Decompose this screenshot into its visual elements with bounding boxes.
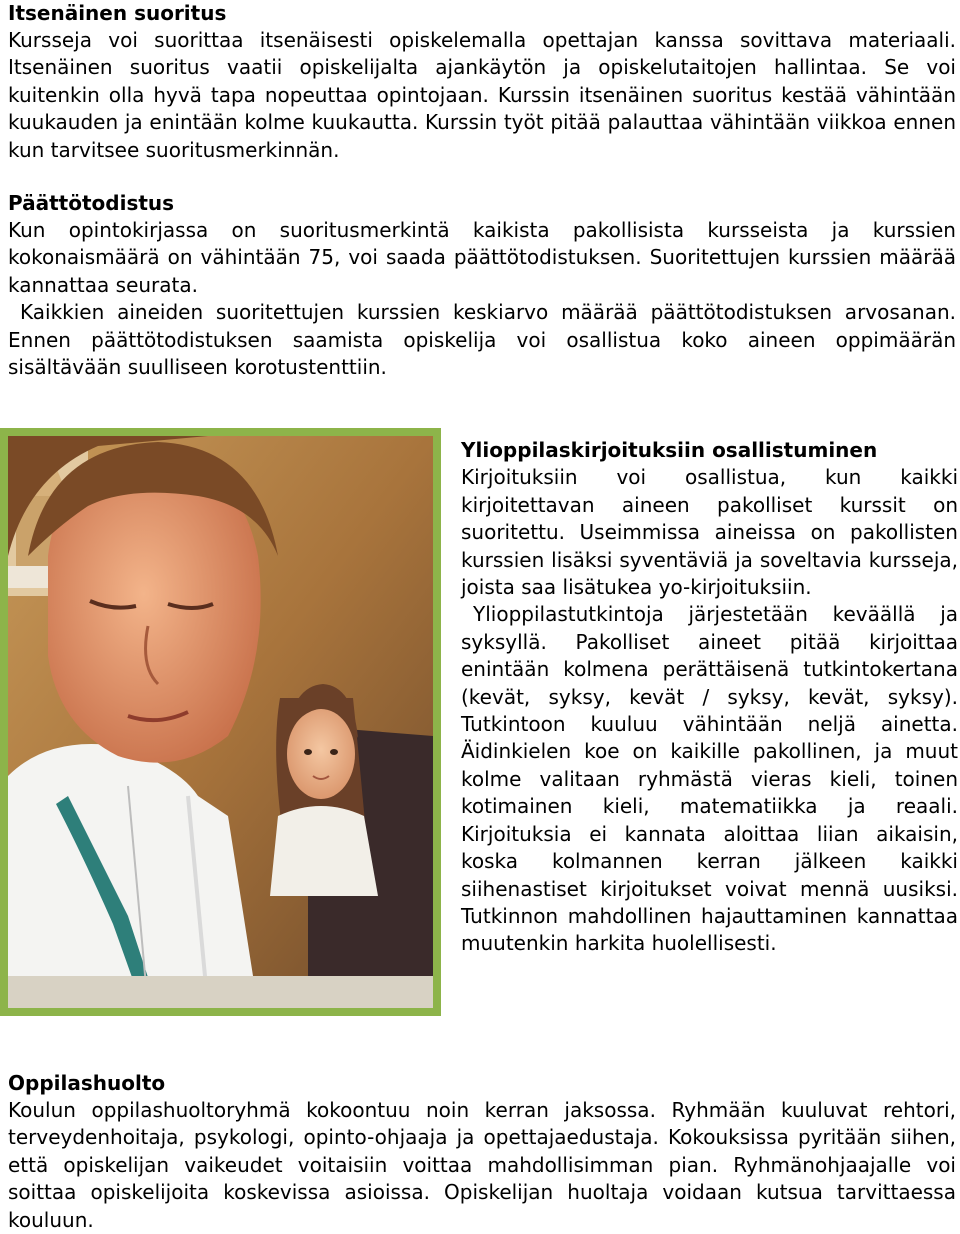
section-paragraph: Ylioppilastutkintoja järjestetään keväällä ja syksyllä. Pakolliset aineet pitää kirjoittaa enintään kolmena perättäisenä tutkintokertana (kevät, syksy, kevät / syksy, kevät, syksy). Tutkintoon kuuluu vähintään neljä ainetta. Äidinkielen koe on kaikille pakollinen, ja muut kolme valitaan ryhmästä vieras kieli, toinen kotimainen kieli, matematiikka ja reaali. Kirjoituksia ei kannata aloittaa liian aikaisin, koska kolmannen kerran jälkeen kaikki siihenastiset kirjoitukset voivat mennä uusiksi. Tutkinnon mahdollinen hajauttaminen kannattaa muutenkin harkita huolellisesti. <box>461 602 958 956</box>
section-paragraph: Koulun oppilashuoltoryhmä kokoontuu noin kerran jaksossa. Ryhmään kuuluvat rehtori, terveydenhoitaja, psykologi, opinto-ohjaaja ja opettajaedustaja. Kokouksissa pyritään siihen, että opiskelijan vaikeudet voitaisiin voittaa mahdollisimman pian. Ryhmänohjaajalle voi soittaa opiskelijoita koskevissa asioissa. Opiskelijan huoltaja voidaan kutsua tarvittaessa kouluun. <box>8 1098 956 1232</box>
section-heading: Oppilashuolto <box>8 1071 166 1095</box>
students-photo-illustration <box>8 436 433 1008</box>
section-paragraph: Kaikkien aineiden suoritettujen kurssien keskiarvo määrää päättötodistuksen arvosanan. Ennen päättötodistuksen saamista opiskelija voi osallistua koko aineen oppimäärän sisältävään suulliseen korotustenttiin. <box>8 300 956 380</box>
section-paragraph: Kirjoituksiin voi osallistua, kun kaikki kirjoitettavan aineen pakolliset kurssit on suoritettu. Useimmissa aineissa on pakollisten kurssien lisäksi syventäviä ja soveltavia kursseja, joista saa lisätukea yo-kirjoituksiin. <box>461 465 958 600</box>
section-student-welfare <box>8 1070 956 1234</box>
section-final-certificate <box>8 190 956 381</box>
section-matriculation <box>461 437 958 958</box>
students-photo <box>0 428 441 1016</box>
section-heading: Itsenäinen suoritus <box>8 1 227 25</box>
section-paragraph: Kun opintokirjassa on suoritusmerkintä kaikista pakollisista kursseista ja kurssien kokonaismäärä on vähintään 75, voi saada päättötodistuksen. Suoritettujen kurssien määrää kannattaa seurata. <box>8 218 956 297</box>
section-heading: Ylioppilaskirjoituksiin osallistuminen <box>461 438 878 462</box>
section-heading: Päättötodistus <box>8 191 175 215</box>
section-independent-study <box>8 0 956 164</box>
section-paragraph: Kursseja voi suorittaa itsenäisesti opiskelemalla opettajan kanssa sovittava materiaali. Itsenäinen suoritus vaatii opiskelijalta ajankäytön ja opiskelutaitojen hallintaa. Se voi kuitenkin olla hyvä tapa nopeuttaa opintojaan. Kurssin itsenäinen suoritus kestää vähintään kuukauden ja enintään kolme kuukautta. Kurssin työt pitää palauttaa vähintään viikkoa ennen kun tarvitsee suoritusmerkinnän. <box>8 28 956 162</box>
